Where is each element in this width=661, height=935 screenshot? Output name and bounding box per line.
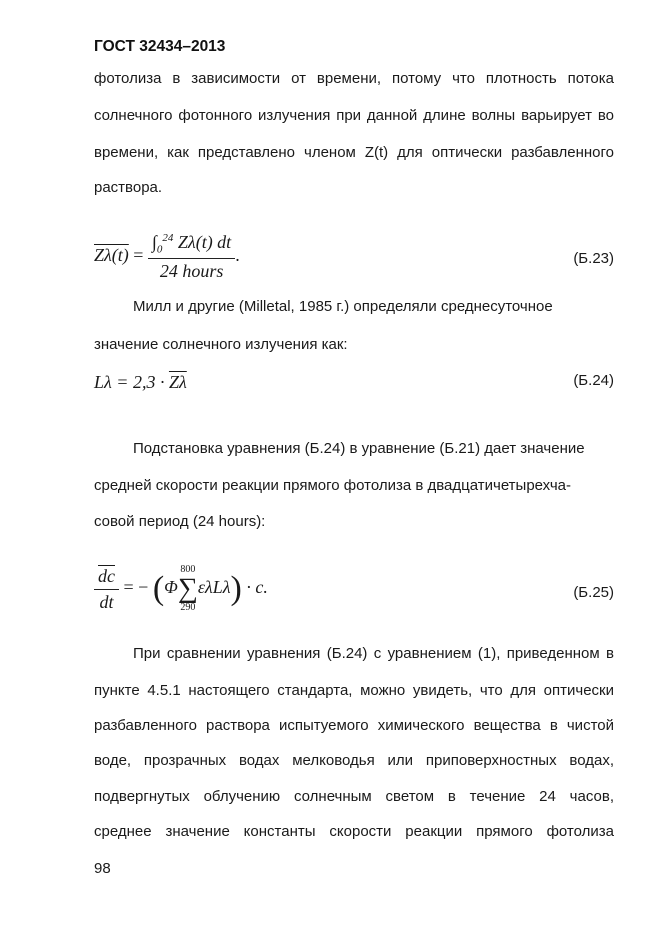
page-number: 98: [94, 860, 111, 877]
eq23-lhs: Zλ(t): [94, 244, 129, 265]
document-header: ГОСТ 32434–2013: [94, 38, 226, 55]
text-line: времени, как представлено членом Z(t) для оптически разбавленного: [94, 144, 614, 161]
eq25-derivative: $\frac{\overline{dc}}{dt}$: [94, 566, 119, 613]
equation-number: (Б.24): [573, 372, 614, 389]
text-line: воде, прозрачных водах мелководья или приповерхностных водах,: [94, 752, 614, 769]
equation-b23: Zλ(t) = $\frac{\int_0^{24} Z\lambda(t) dt}{\text{24 hours}}$ .: [94, 232, 240, 281]
text-line: фотолиза в зависимости от времени, потому что плотность потока: [94, 70, 614, 87]
text-line: разбавленного раствора испытуемого химического вещества в чистой: [94, 717, 614, 734]
eq25-term: ελLλ: [197, 577, 231, 598]
eq24-rhs: $\overline{Z\lambda}$: [168, 372, 187, 392]
text-line: значение солнечного излучения как:: [94, 336, 348, 353]
text-line: совой период (24 hours):: [94, 513, 266, 530]
eq23-fraction: $\frac{\int_0^{24} Z\lambda(t) dt}{\text{24 hours}}$: [148, 232, 235, 282]
text-line: пункте 4.5.1 настоящего стандарта, можно увидеть, что для оптически: [94, 682, 614, 699]
equation-b24: [94, 372, 187, 393]
text-line: раствора.: [94, 179, 163, 196]
text-line: При сравнении уравнения (Б.24) с уравнением (1), приведенном в: [133, 645, 614, 662]
text-line: подвергнутых облучению солнечным светом в течение 24 часов,: [94, 788, 614, 805]
text-line: среднее значение константы скорости реакции прямого фотолиза: [94, 823, 614, 840]
text-line: Подстановка уравнения (Б.24) в уравнение (Б.21) дает значение: [133, 440, 585, 457]
eq23-denominator: 24 hours: [159, 260, 224, 281]
eq23-integrand: Zλ(t) dt: [177, 232, 232, 252]
equation-b25: $\frac{\overline{dc}}{dt}$ = − (Φ 800 ∑ 290 ελLλ) · c.: [94, 564, 268, 614]
eq24-lhs: Lλ = 2,3 ·: [94, 372, 165, 392]
text-line: Милл и другие (Milletal, 1985 г.) определяли среднесуточное: [133, 298, 553, 315]
equation-number: (Б.25): [573, 584, 614, 601]
text-line: солнечного фотонного излучения при данной длине волны варьирует во: [94, 107, 614, 124]
eq25-sum: 800 ∑ 290: [177, 564, 198, 613]
eq25-tail: · c.: [246, 577, 268, 598]
text-line: средней скорости реакции прямого фотолиза в двадцатичетырехча-: [94, 477, 571, 494]
equation-number: (Б.23): [573, 250, 614, 267]
